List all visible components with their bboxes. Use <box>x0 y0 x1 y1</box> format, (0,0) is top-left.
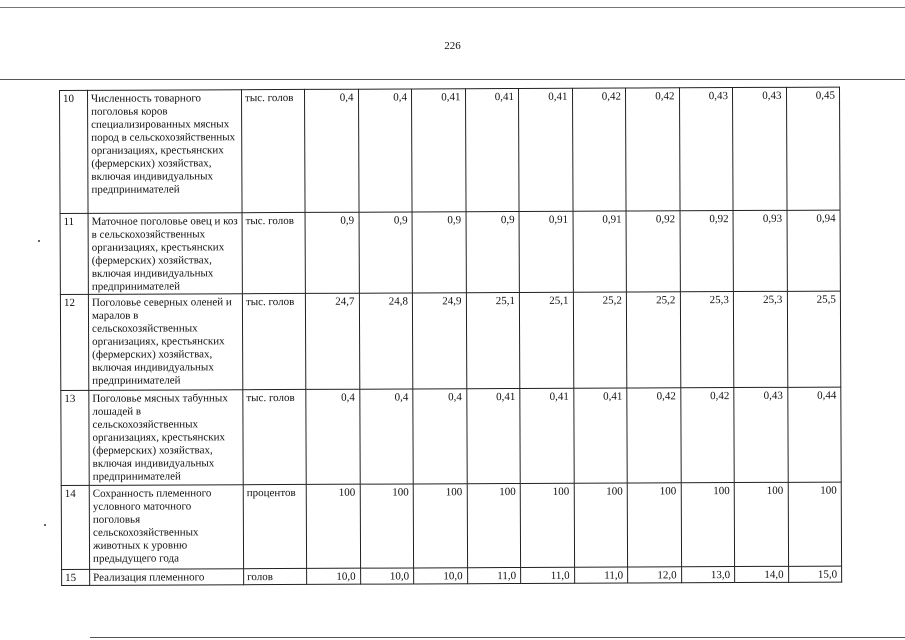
value-cell: 0,9 <box>359 212 413 293</box>
value-cell: 0,4 <box>359 389 413 484</box>
unit-cell: тыс. голов <box>242 293 305 389</box>
value-cell: 0,92 <box>626 211 680 292</box>
value-cell: 0,42 <box>572 88 626 211</box>
value-cell: 100 <box>306 484 360 568</box>
row-number: 10 <box>60 90 89 213</box>
value-cell: 0,93 <box>733 210 787 291</box>
value-cell: 0,41 <box>573 388 627 483</box>
table-row <box>61 387 841 485</box>
unit-cell: процентов <box>243 484 306 568</box>
value-cell: 0,9 <box>305 212 359 293</box>
table-row <box>60 210 840 294</box>
value-cell: 25,5 <box>787 291 841 387</box>
value-cell: 0,4 <box>304 89 358 212</box>
value-cell: 25,3 <box>680 292 734 388</box>
row-number: 14 <box>61 485 89 569</box>
scan-speck <box>38 240 40 242</box>
value-cell: 10,0 <box>414 568 468 584</box>
value-cell: 0,94 <box>787 210 841 291</box>
row-number: 15 <box>62 569 90 585</box>
value-cell: 0,43 <box>732 87 786 210</box>
value-cell: 100 <box>574 483 628 567</box>
value-cell: 25,1 <box>519 292 573 388</box>
value-cell: 0,42 <box>625 88 679 211</box>
value-cell: 10,0 <box>360 568 414 584</box>
value-cell: 100 <box>627 483 681 567</box>
row-number: 13 <box>61 390 89 485</box>
value-cell: 0,45 <box>786 87 840 210</box>
value-cell: 13,0 <box>681 567 735 583</box>
indicators-table <box>59 87 842 586</box>
scan-speck <box>44 524 46 526</box>
value-cell: 0,42 <box>680 388 734 483</box>
indicator-name: Маточное поголовье овец и коз в сельскохозяйственных организациях, крестьянских (фермерских) хозяйствах, включая индивидуальных предпринимателей <box>88 213 242 295</box>
scan-bottom-edge <box>90 637 905 638</box>
unit-cell: тыс. голов <box>242 212 305 293</box>
value-cell: 100 <box>360 484 414 568</box>
value-cell: 11,0 <box>467 567 521 583</box>
value-cell: 0,41 <box>520 388 574 483</box>
value-cell: 11,0 <box>521 567 575 583</box>
value-cell: 0,91 <box>573 211 627 292</box>
value-cell: 0,43 <box>679 88 733 211</box>
value-cell: 0,9 <box>412 212 466 293</box>
value-cell: 0,4 <box>413 389 467 484</box>
row-number: 12 <box>60 294 88 390</box>
scan-top-edge <box>0 7 905 8</box>
value-cell: 12,0 <box>628 567 682 583</box>
value-cell: 100 <box>734 482 788 566</box>
value-cell: 0,41 <box>518 88 572 211</box>
value-cell: 25,3 <box>733 291 787 387</box>
value-cell: 0,44 <box>787 387 841 482</box>
value-cell: 100 <box>467 483 521 567</box>
value-cell: 25,2 <box>626 292 680 388</box>
value-cell: 0,41 <box>411 89 465 212</box>
table-row <box>60 291 840 390</box>
unit-cell: тыс. голов <box>242 89 306 212</box>
value-cell: 0,42 <box>627 388 681 483</box>
value-cell: 25,2 <box>573 292 627 388</box>
indicator-name: Поголовье мясных табунных лошадей в сельскохозяйственных организациях, крестьянских (фермерских) хозяйствах, включая индивидуальных предпринимателей <box>89 390 243 486</box>
value-cell: 0,43 <box>734 387 788 482</box>
table-row <box>60 87 841 213</box>
value-cell: 24,9 <box>412 293 466 389</box>
value-cell: 100 <box>413 484 467 568</box>
indicator-name: Поголовье северных оленей и маралов в сельскохозяйственных организациях, крестьянских (фермерских) хозяйствах, включая индивидуальных предпринимателей <box>88 294 242 391</box>
value-cell: 25,1 <box>466 292 520 388</box>
value-cell: 0,9 <box>466 211 520 292</box>
indicator-name: Сохранность племенного условного маточного поголовья сельскохозяйственных животных к уровню предыдущего года <box>89 485 243 570</box>
value-cell: 11,0 <box>574 567 628 583</box>
row-number: 11 <box>60 213 88 294</box>
value-cell: 24,7 <box>305 293 359 389</box>
value-cell: 0,41 <box>465 88 519 211</box>
value-cell: 100 <box>520 483 574 567</box>
value-cell: 0,92 <box>680 211 734 292</box>
page-divider <box>0 79 905 80</box>
value-cell: 10,0 <box>307 568 361 584</box>
value-cell: 0,4 <box>306 389 360 484</box>
value-cell: 100 <box>788 482 842 566</box>
page-number: 226 <box>444 40 461 52</box>
value-cell: 0,4 <box>358 89 412 212</box>
indicator-name: Реализация племенного <box>90 569 244 586</box>
value-cell: 0,91 <box>519 211 573 292</box>
value-cell: 14,0 <box>735 566 789 582</box>
value-cell: 0,41 <box>466 388 520 483</box>
table-row <box>62 566 842 585</box>
value-cell: 15,0 <box>788 566 842 582</box>
value-cell: 100 <box>681 483 735 567</box>
value-cell: 24,8 <box>359 293 413 389</box>
unit-cell: голов <box>244 568 307 584</box>
indicator-name: Численность товарного поголовья коров специализированных мясных пород в сельскохозяйственных организациях, крестьянских (фермерских) хозяйствах, включая индивидуальных предпринимателей <box>88 90 243 214</box>
table-row <box>61 482 841 569</box>
unit-cell: тыс. голов <box>243 389 306 484</box>
